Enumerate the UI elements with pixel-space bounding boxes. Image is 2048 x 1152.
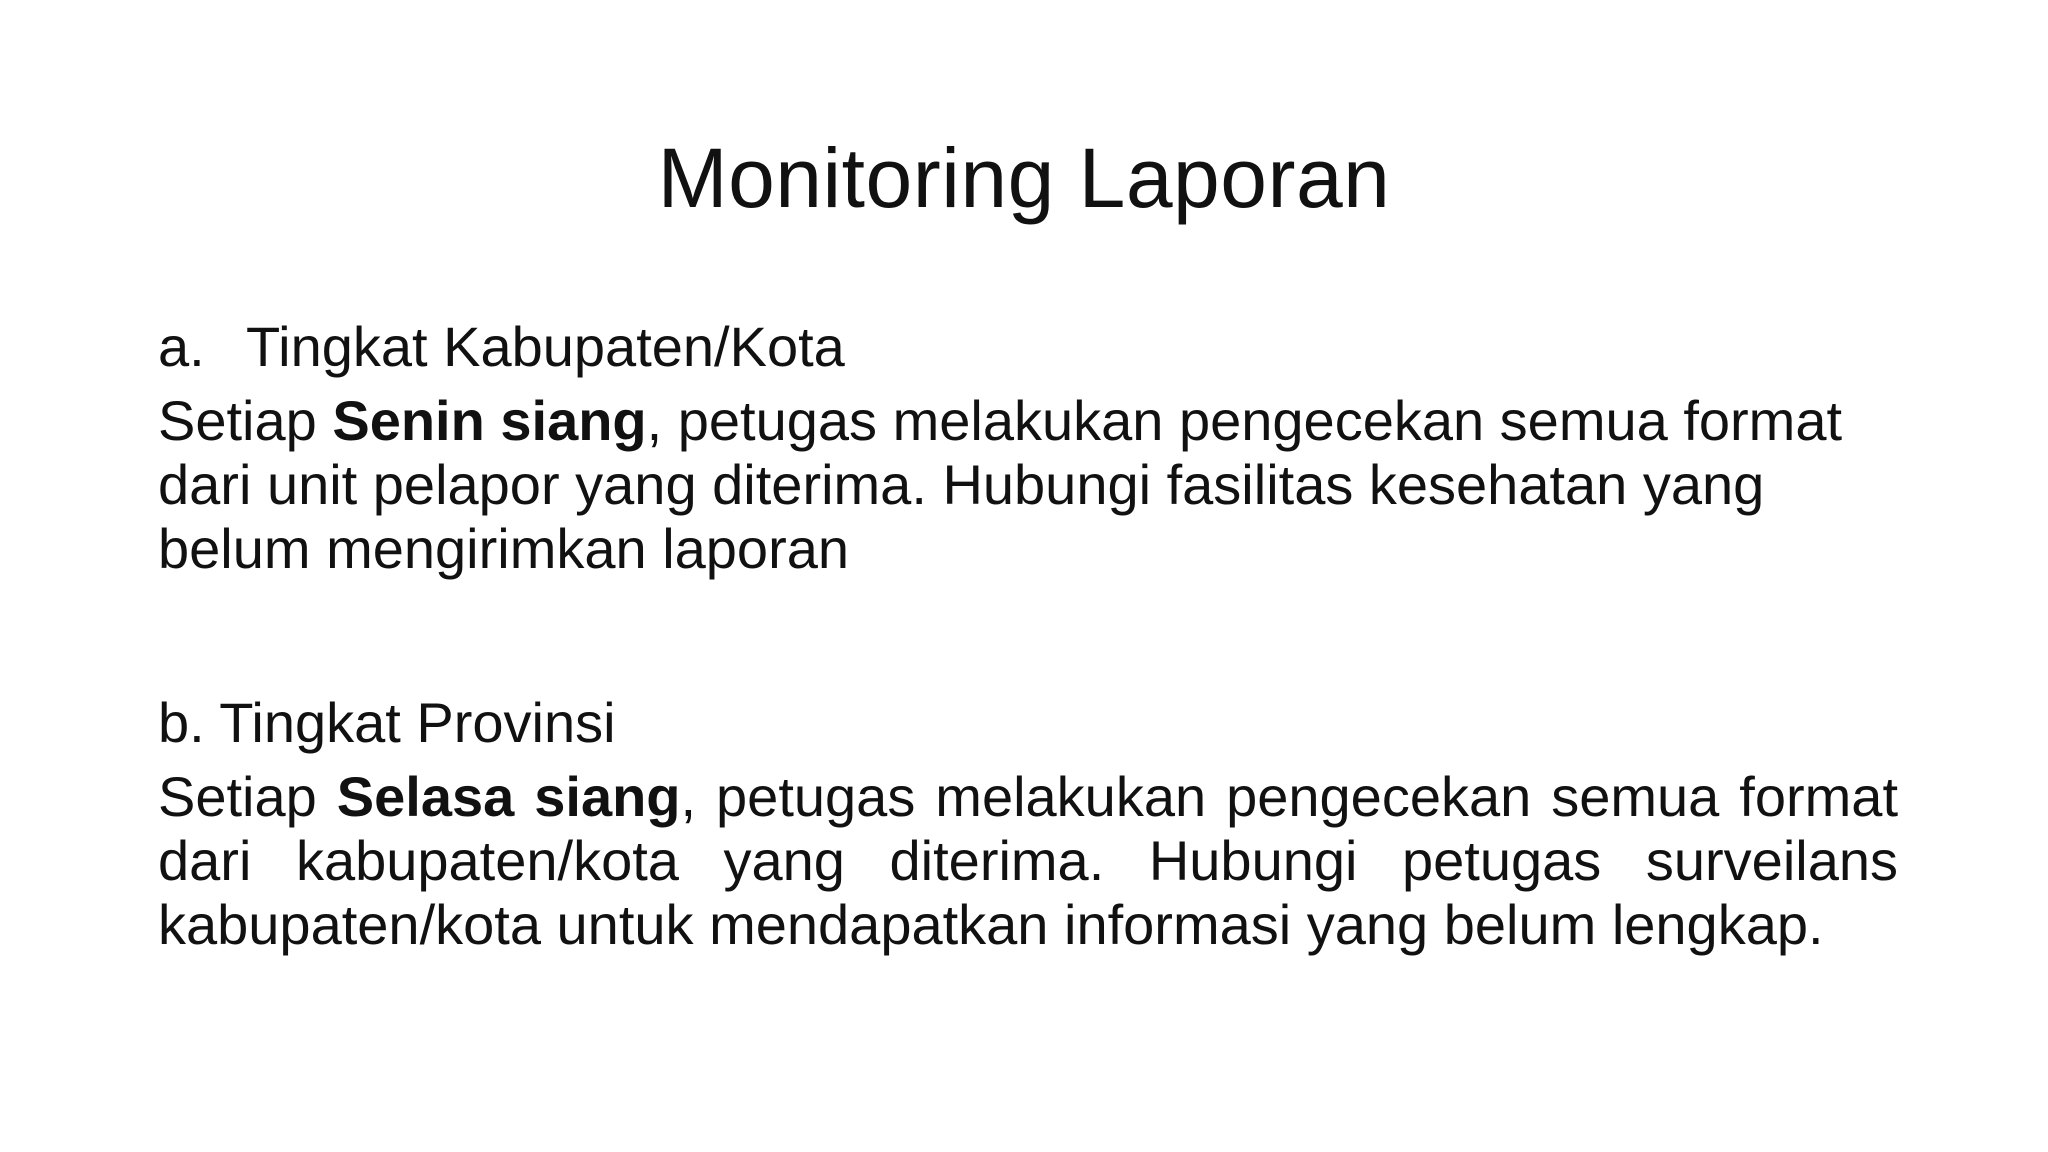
- section-a-heading: [158, 315, 1898, 379]
- section-b-bold-day: Selasa siang: [336, 765, 681, 828]
- slide-content: [158, 315, 1898, 957]
- section-a-marker: a.: [158, 315, 205, 378]
- slide-title: Monitoring Laporan: [657, 131, 1391, 225]
- section-a-text-end: , petugas melakukan pengecekan semua format dari unit pelapor yang diterima. Hubungi fasilitas kesehatan yang belum mengirimkan laporan: [158, 389, 1843, 580]
- section-a-heading-text: Tingkat Kabupaten/Kota: [246, 315, 845, 378]
- section-a-bold-day: Senin siang: [332, 389, 647, 452]
- spacer: [158, 581, 1898, 691]
- section-a-text-start: Setiap: [158, 389, 333, 452]
- section-b-text-end: , petugas melakukan pengecekan semua format dari kabupaten/kota yang diterima. Hubungi petugas surveilans kabupaten/kota untuk mendapatkan informasi yang belum lengkap.: [158, 765, 1898, 956]
- section-a-paragraph: [158, 389, 1898, 581]
- section-b-heading: b. Tingkat Provinsi: [158, 691, 616, 754]
- section-b-text-start: Setiap: [158, 765, 337, 828]
- section-b-paragraph: [158, 765, 1898, 957]
